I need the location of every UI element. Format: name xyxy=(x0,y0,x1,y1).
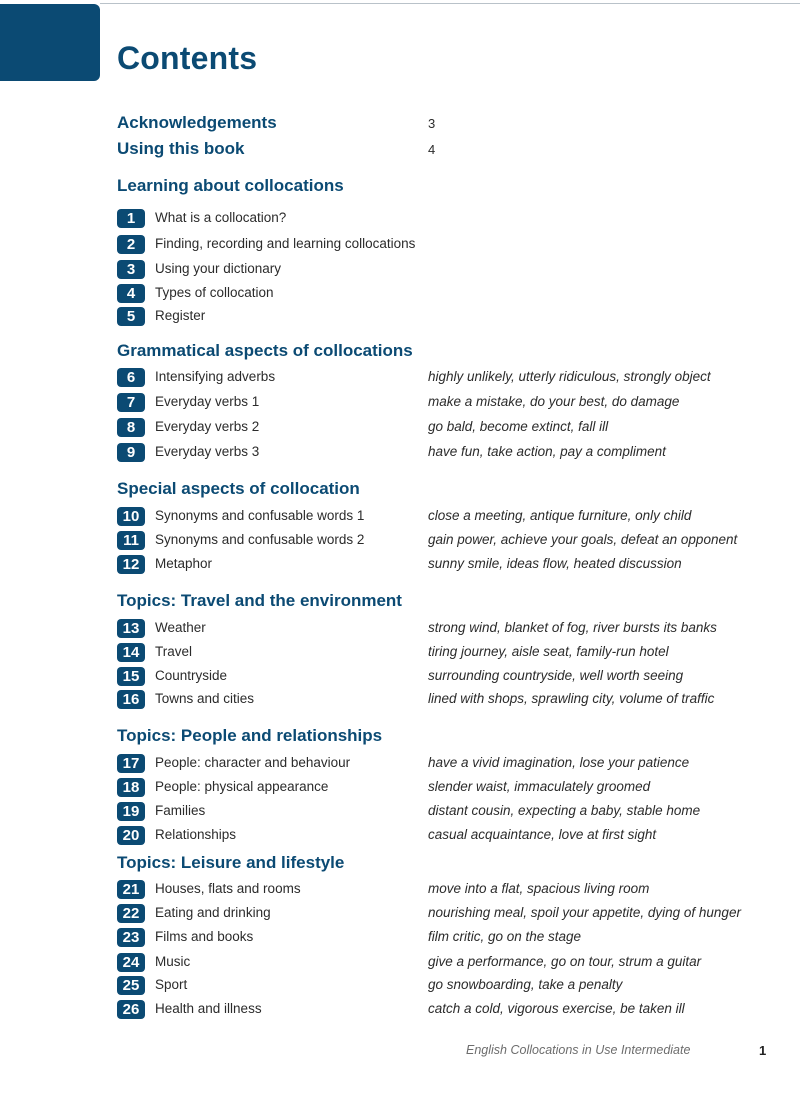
unit-title: Travel xyxy=(155,644,193,659)
unit-examples: move into a flat, spacious living room xyxy=(428,881,650,896)
unit-examples: strong wind, blanket of fog, river bursts its banks xyxy=(428,620,717,635)
unit-row[interactable] xyxy=(117,618,757,638)
unit-number-badge: 19 xyxy=(117,802,145,821)
unit-row[interactable] xyxy=(117,903,757,923)
unit-number-badge: 6 xyxy=(117,368,145,387)
unit-examples: sunny smile, ideas flow, heated discussion xyxy=(428,556,682,571)
page-number: 1 xyxy=(759,1043,767,1058)
unit-row[interactable] xyxy=(117,999,757,1019)
unit-number-badge: 7 xyxy=(117,393,145,412)
unit-number-badge: 12 xyxy=(117,555,145,574)
unit-number-badge: 10 xyxy=(117,507,145,526)
unit-row[interactable] xyxy=(117,530,757,550)
section-heading: Topics: Travel and the environment xyxy=(117,591,402,610)
unit-title: Towns and cities xyxy=(155,691,255,706)
unit-title: Sport xyxy=(155,977,188,992)
unit-examples: surrounding countryside, well worth seeing xyxy=(428,668,684,683)
unit-examples: tiring journey, aisle seat, family-run hotel xyxy=(428,644,669,659)
unit-number-badge: 21 xyxy=(117,880,145,899)
unit-number-badge: 26 xyxy=(117,1000,145,1019)
unit-number-badge: 15 xyxy=(117,667,145,686)
unit-number-badge: 5 xyxy=(117,307,145,326)
unit-number-badge: 17 xyxy=(117,754,145,773)
unit-title: Relationships xyxy=(155,827,237,842)
unit-number-badge: 11 xyxy=(117,531,145,550)
front-matter-label: Acknowledgements xyxy=(117,113,277,132)
unit-row[interactable] xyxy=(117,208,757,228)
unit-row[interactable] xyxy=(117,642,757,662)
unit-row[interactable] xyxy=(117,506,757,526)
unit-row[interactable] xyxy=(117,753,757,773)
unit-title: Metaphor xyxy=(155,556,213,571)
section-heading: Learning about collocations xyxy=(117,176,344,195)
unit-row[interactable] xyxy=(117,392,757,412)
unit-title: People: physical appearance xyxy=(155,779,329,794)
unit-row[interactable] xyxy=(117,666,757,686)
unit-number-badge: 9 xyxy=(117,443,145,462)
unit-title: Health and illness xyxy=(155,1001,262,1016)
unit-number-badge: 14 xyxy=(117,643,145,662)
unit-number-badge: 25 xyxy=(117,976,145,995)
unit-row[interactable] xyxy=(117,554,757,574)
unit-row[interactable] xyxy=(117,234,757,254)
unit-examples: go snowboarding, take a penalty xyxy=(428,977,623,992)
unit-row[interactable] xyxy=(117,689,757,709)
unit-number-badge: 4 xyxy=(117,284,145,303)
unit-examples: gain power, achieve your goals, defeat an opponent xyxy=(428,532,738,547)
unit-examples: casual acquaintance, love at first sight xyxy=(428,827,657,842)
unit-title: What is a collocation? xyxy=(155,210,287,225)
unit-number-badge: 13 xyxy=(117,619,145,638)
unit-number-badge: 20 xyxy=(117,826,145,845)
page-title: Contents xyxy=(117,40,258,76)
unit-title: Synonyms and confusable words 1 xyxy=(155,508,365,523)
unit-title: Everyday verbs 1 xyxy=(155,394,260,409)
front-matter-page: 3 xyxy=(428,116,436,131)
unit-row[interactable] xyxy=(117,259,757,279)
top-rule xyxy=(100,3,800,4)
unit-row[interactable] xyxy=(117,927,757,947)
front-matter-using-this-book[interactable] xyxy=(117,139,447,159)
unit-examples: highly unlikely, utterly ridiculous, strongly object xyxy=(428,369,711,384)
unit-row[interactable] xyxy=(117,879,757,899)
unit-title: Types of collocation xyxy=(155,285,274,300)
unit-title: Finding, recording and learning collocations xyxy=(155,236,416,251)
unit-number-badge: 18 xyxy=(117,778,145,797)
corner-tab xyxy=(0,4,100,81)
front-matter-label: Using this book xyxy=(117,139,245,158)
footer-book-title: English Collocations in Use Intermediate xyxy=(466,1043,691,1057)
unit-title: Houses, flats and rooms xyxy=(155,881,301,896)
unit-number-badge: 16 xyxy=(117,690,145,709)
unit-examples: lined with shops, sprawling city, volume of traffic xyxy=(428,691,715,706)
unit-title: Families xyxy=(155,803,206,818)
section-heading: Topics: People and relationships xyxy=(117,726,383,745)
unit-row[interactable] xyxy=(117,801,757,821)
unit-row[interactable] xyxy=(117,952,757,972)
unit-row[interactable] xyxy=(117,442,757,462)
unit-title: Intensifying adverbs xyxy=(155,369,276,384)
unit-examples: go bald, become extinct, fall ill xyxy=(428,419,609,434)
unit-title: Films and books xyxy=(155,929,254,944)
unit-examples: have fun, take action, pay a compliment xyxy=(428,444,666,459)
section-heading: Topics: Leisure and lifestyle xyxy=(117,853,345,872)
unit-row[interactable] xyxy=(117,417,757,437)
section-heading: Grammatical aspects of collocations xyxy=(117,341,413,360)
unit-examples: film critic, go on the stage xyxy=(428,929,582,944)
unit-examples: make a mistake, do your best, do damage xyxy=(428,394,680,409)
unit-title: Countryside xyxy=(155,668,228,683)
front-matter-acknowledgements[interactable] xyxy=(117,113,447,133)
unit-number-badge: 8 xyxy=(117,418,145,437)
unit-row[interactable] xyxy=(117,975,757,995)
unit-title: Everyday verbs 2 xyxy=(155,419,260,434)
unit-row[interactable] xyxy=(117,825,757,845)
unit-row[interactable] xyxy=(117,367,757,387)
unit-number-badge: 23 xyxy=(117,928,145,947)
unit-examples: have a vivid imagination, lose your patience xyxy=(428,755,690,770)
unit-title: Music xyxy=(155,954,191,969)
unit-row[interactable] xyxy=(117,306,757,326)
unit-title: Eating and drinking xyxy=(155,905,271,920)
front-matter-page: 4 xyxy=(428,142,436,157)
section-heading: Special aspects of collocation xyxy=(117,479,360,498)
unit-title: Register xyxy=(155,308,206,323)
unit-number-badge: 24 xyxy=(117,953,145,972)
unit-number-badge: 3 xyxy=(117,260,145,279)
unit-row[interactable] xyxy=(117,777,757,797)
unit-number-badge: 1 xyxy=(117,209,145,228)
unit-title: People: character and behaviour xyxy=(155,755,351,770)
unit-title: Weather xyxy=(155,620,206,635)
unit-examples: distant cousin, expecting a baby, stable home xyxy=(428,803,701,818)
unit-title: Synonyms and confusable words 2 xyxy=(155,532,365,547)
unit-title: Everyday verbs 3 xyxy=(155,444,260,459)
unit-title: Using your dictionary xyxy=(155,261,282,276)
unit-number-badge: 22 xyxy=(117,904,145,923)
unit-examples: slender waist, immaculately groomed xyxy=(428,779,651,794)
unit-examples: close a meeting, antique furniture, only child xyxy=(428,508,692,523)
unit-examples: give a performance, go on tour, strum a guitar xyxy=(428,954,702,969)
unit-row[interactable] xyxy=(117,283,757,303)
unit-examples: catch a cold, vigorous exercise, be taken ill xyxy=(428,1001,685,1016)
unit-number-badge: 2 xyxy=(117,235,145,254)
unit-examples: nourishing meal, spoil your appetite, dying of hunger xyxy=(428,905,741,920)
